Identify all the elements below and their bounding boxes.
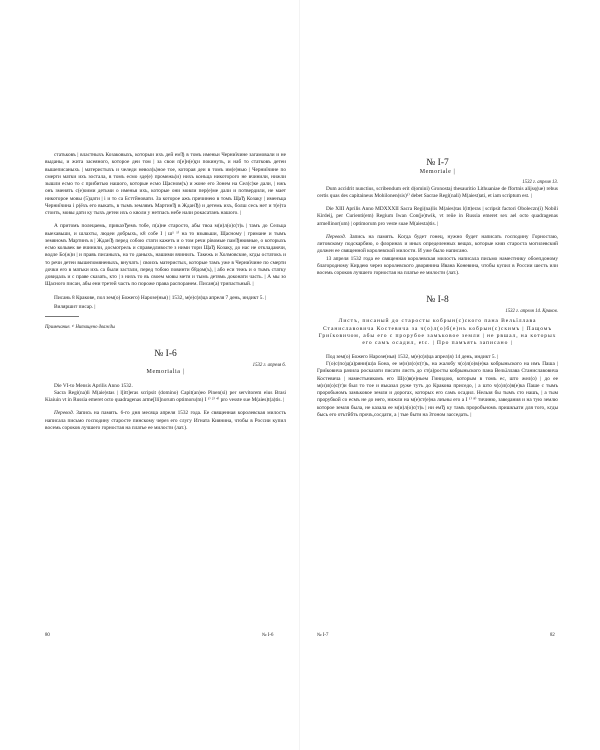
- scribe-signature: Виляршит писар. |: [54, 303, 96, 310]
- translation-text-i6: Запись на память. 6-го дня месяца апреля 1532 года. Ее священная королевская милость написала письмо господину старосте пинскому через его слугу Игната Киянина, чтобы в России купил восемь сороков лучшего горностая на платье ее милости (лат.).: [45, 410, 286, 431]
- page-number-right: 82: [550, 633, 555, 638]
- translation-i7: [317, 234, 558, 256]
- document-number-i7: № I-7: [426, 158, 449, 168]
- translation-i6: [45, 410, 286, 432]
- document-date-i8: 1532 г. апреля 14. Краков.: [505, 309, 558, 315]
- translation-text-i7: Запись на память. Когда будет гонец, нужно будет написать господину Горностаю, литовскому подскарбию, о флоринах и иных определенных вещах, которые княз староста могилевский должен ее священной королевской милости. И уже было написано.: [317, 233, 558, 255]
- document-text-i8: Г(о)с(по)д(а)ряни(ш)а Бона, ее м(и)л(о)с(т)ь, на жалобу ч(о)л(о)в(е)ка кобрыньского на имъ Паша | Гриїковича рачила росказати писати листъ до ст(а)росты кобрыньского пана Вельїллава Станиславовича Костевича | наместъникомъ его Ш(о)в(е)ньем Гинидою, которым в томъ ес, што жел(о) | до ее м(и)л(о)с(т)и был то тое и въказал руже тутъ до Кракова приседо, | а што ч(о)л(о)в(е)ка Паше с тымъ проробьномъ замъковое земли и дорогах, которых его самъ осадил. Нельзя бы тымъ сто нашъ, | а тым прорубкой со есмъ не до него, нижли на м(е)ст(е)на лиъны его а I ¹⁾ ⁸⁾ тичиню, заведания и на тую землю которое земля была, не казала ее м(и)л(о)с(т)ь | ни емЂ ку тамъ проробъномъ пришкъати для того, кгды бысь его отътйбть прочъ,сосдати, а | тые быти на Зтоном засседать. |: [317, 361, 558, 418]
- document-date-i6: 1532 г. апреля 6.: [252, 363, 286, 368]
- page-number-left: 80: [45, 633, 50, 638]
- running-head-right: № I-7: [317, 633, 329, 638]
- continuation-paragraph-1: статьковъ | властныхъ Козаковыхъ, которыи ихъ дей емЂ в томъ именьи Черниїчине загамовали и не выданы, и жита засеяного, которое деи том | за свои п[е]н(е)ҁи покинуть, и наб то статковъ детеи вышеписаныхъ | материстыхъ и челеди невол(ь)ное тое, которая деи в томъ им(е)нью | Черниїчине по смерти матки ихъ зостала, в томъ есмо ѕде(е) промежь(и) нихъ конъца никоторого не вчинили, нижли зышли есмо то с прибитью нашого, которые есмо Щасном(ъ) и жоне его Зонем на Сел(с)ке дали, | нжъ онъ зменять с(е)оими детьми о именья ихъ, которые они мовли пер(е)ме дали и потвердили, не мает никоторое мовы (5)дати | і и то са Бсттйновати. За которое ажъ причинею в томъ ЩаЂ Козаку | именъца Черниїчина і р(ёхъ его выкать, в тымъ землямъ МартинЂ в ЖданЂ) и детемь ихъ, болш сесь нет и т(е)та стоить, мовы дати ку тыхъ детеи ихъ о кволи у нетпасъ небе нали рокасатанъ нашого. |: [45, 152, 286, 216]
- continuation-paragraph-3: Писань 8 Кракове, пол зем(о) Божего) Нарозе(нья) | 1532, м(е)с(я)ца апреля 7 день, индикт 5. |: [54, 294, 267, 301]
- translation-label-i7: Перевод.: [326, 233, 346, 240]
- document-heading-i6: Memorialia |: [146, 369, 185, 375]
- footnote-text: ¹⁾ Нитащено дважды: [71, 325, 116, 330]
- footnote: [45, 325, 286, 331]
- latin-text-i6: Sacra Regi(na)li M(aie)stas | l[itt]eras scripsit (domino) Capit(an)eo Pinen(si) per servitorem eius Brasi Kiaiuin vt in Russia emeret octo quadragenas arme[lli]norum optimoru(m) I ¹⁾ ²⁾ ⁴⁾ pro vesste sue M(aies)t(a)tis. |: [45, 389, 286, 403]
- document-date-line-i8: Под зем(о) Божего Нарозе(нья) 1532, м(е)с(я)ца апрел(я) 14 день, индикт 5. |: [326, 353, 499, 360]
- latin-date-line-i6: Die VI-to Mensis Aprilis Anno 1532.: [54, 382, 133, 389]
- translation-label-i6: Перевод.: [54, 410, 74, 417]
- latin-text-i7-1: Dum accidrit nunctius, scribendum erit d(omini) Gronostaj thesauritio Lithuaniae de ffortnis alijsq(ue) rebus certis quas des capitaineus Mohilonen(sis)¹⁾ debet Sacrae Regi(nali) M(aiest)ati, et iam scriptum est. |: [317, 185, 558, 199]
- document-number-i8: № I-8: [426, 295, 449, 306]
- latin-text-i7-2: Die XIII Aprilis Anno MDXXXII Sacra Regi(na)lis M(aies)tas l(itt)eras | scripsit factori Oboleczn(i) Nobili Kirdeij, per Curienti(em) Regium Iwan Con(je)twik, vt reiie in Russia emeret sex ael octo quadragenas armellinor(um) | optimorum pro veste suae M(aiesta)tis. |: [317, 206, 558, 227]
- continuation-paragraph-2: А притомъ полецаемь, прикаэЂемъ тобе, п(а)не старосто, абы твоа м(и)л(о)с(т)ь | тамъ до Сельца выехавьши, и шлахты, людеи добрыхъ, к8 собе I | ш¹ ¹⁾ на то взывьши, Щасному | гримане и тымъ земяномъ Мартинъ в | ЖданЂ перед собою стати кажеть и о том речи рiвомые памЂнювные, о которыхъ есмо кольвек ве вчинили, досмотрель и справедливосте з ними тори ЩаЂ Козаку, до нас не откладаючи, водле Бо(ж)и | и правъ писаныхъ, на то даныхъ, нашими вчинилъ. Такежь и Холмовские, кгды остатокъ и то речи детеи вышепомяненыхъ, внучатъ | своихъ материстых, которые тамъ уже в Черниїчине по смерти дочки его в матьки ихъ са были застали, перед тобою повинти б8дом(ъ), | або еси тежъ и о тымъ статку довидаль и с праве сказать, кто | з нихъ то въ своем мовы мети и тымъ детямь доконати часть. | А мы зо Щасного писан, абы ени третей часть по пороже права распоранем. Писан(а) трипастьный. |: [45, 223, 286, 288]
- document-number-i6: № I-6: [154, 349, 177, 359]
- document-title-i8: Листъ, писаный до старосты кобрын(с)ского пана Вельїллава Станиславовича Костевича за ч(о)л(о)б(е)нъ кобрын(с)скимъ | Пащомъ Гриїковичом, абы его с прорубое замъковое земли | не рвшал, на которых его самъ осадил, etc. | Про памъять записано |: [318, 318, 557, 347]
- footnote-label: Примечание.: [45, 325, 71, 330]
- document-heading-i7: Memoriale |: [419, 169, 456, 175]
- right-page: [300, 0, 600, 750]
- footnote-rule: [45, 316, 79, 317]
- document-date-i7: 1532 г. апреля 13.: [522, 179, 558, 185]
- translation-text-i7-2: 13 апреля 1532 года ее священная королевская милость написала письмо наместнику обоепдоному благородному Кирдею через королевского дворянина Ивана Коневина, чтобы купил в России шесть или восемь сороков лучшего горностая на платье ее милости (лат.).: [317, 255, 558, 276]
- running-head-left: № I-6: [262, 633, 274, 638]
